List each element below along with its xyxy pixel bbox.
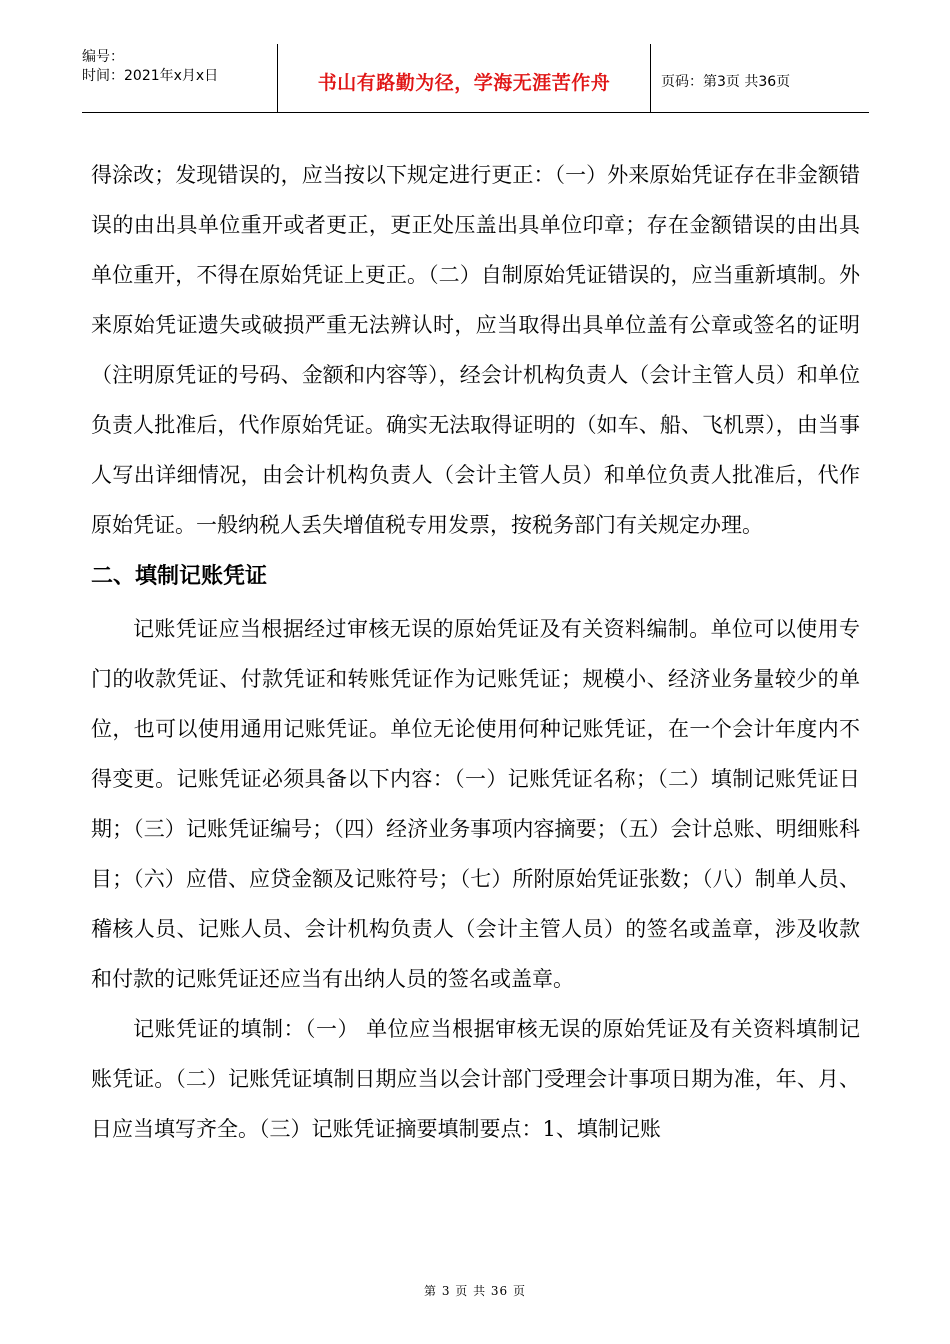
header-motto: 书山有路勤为径，学海无涯苦作舟	[278, 44, 651, 112]
section-heading: 二、填制记账凭证	[91, 564, 268, 589]
paragraph-correction-rules: 得涂改；发现错误的，应当按以下规定进行更正：（一）外来原始凭证存在非金额错误的由出具单位重开或者更正，更正处压盖出具单位印章；存在金额错误的由出具单位重开，不得在原始凭证上更正。（二）自制原始凭证错误的，应当重新填制。外来原始凭证遗失或破损严重无法辨认时，应当取得出具单位盖有公章或签名的证明（注明原凭证的号码、金额和内容等），经会计机构负责人（会计主管人员）和单位负责人批准后，代作原始凭证。确实无法取得证明的（如车、船、飞机票），由当事人写出详细情况，由会计机构负责人（会计主管人员）和单位负责人批准后，代作原始凭证。一般纳税人丢失增值税专用发票，按税务部门有关规定办理。	[91, 163, 860, 537]
paragraph-voucher-contents: 记账凭证应当根据经过审核无误的原始凭证及有关资料编制。单位可以使用专门的收款凭证、付款凭证和转账凭证作为记账凭证；规模小、经济业务量较少的单位，也可以使用通用记账凭证。单位无论使用何种记账凭证，在一个会计年度内不得变更。记账凭证必须具备以下内容：（一）记账凭证名称；（二）填制记账凭证日期；（三）记账凭证编号；（四）经济业务事项内容摘要；（五）会计总账、明细账科目；（六）应借、应贷金额及记账符号；（七）所附原始凭证张数；（八）制单人员、稽核人员、记账人员、会计机构负责人（会计主管人员）的签名或盖章，涉及收款和付款的记账凭证还应当有出纳人员的签名或盖章。	[91, 617, 860, 991]
header-meta	[82, 44, 278, 112]
document-body	[91, 150, 860, 1154]
document-time-label: 时间：2021年x月x日	[82, 68, 219, 84]
page-footer: 第 3 页 共 36 页	[424, 1284, 526, 1298]
document-number-label: 编号：	[82, 49, 124, 65]
paragraph-voucher-filling: 记账凭证的填制：（一） 单位应当根据审核无误的原始凭证及有关资料填制记账凭证。（二）记账凭证填制日期应当以会计部门受理会计事项日期为准，年、月、日应当填写齐全。（三）记账凭证摘要填制要点：1、填制记账	[91, 1017, 860, 1141]
header-page-info: 页码：第3页 共36页	[661, 74, 791, 90]
page-header	[82, 44, 869, 113]
